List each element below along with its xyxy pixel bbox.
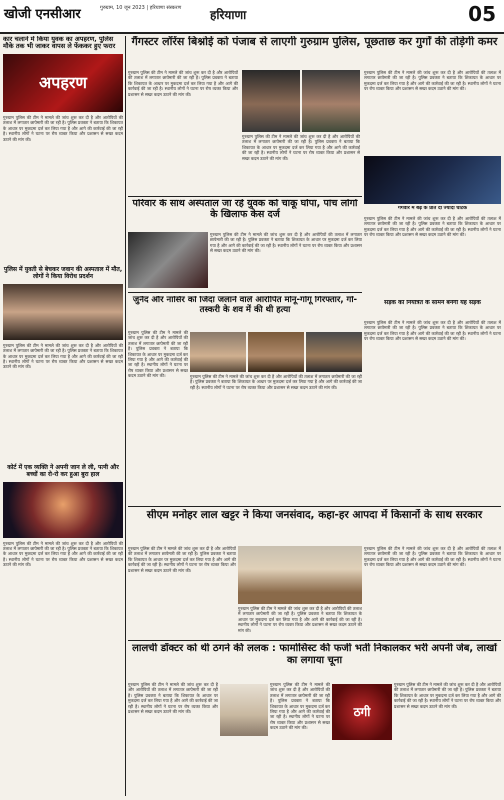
dateline: गुरुग्राम, 10 जून 2023 | हरियाणा संस्करण [100, 5, 182, 11]
masthead-bar [0, 0, 504, 34]
section-divider [128, 506, 501, 507]
lead-body-col3 [364, 70, 501, 154]
story2-headline: परिवार के साथ अस्पताल जा रहे युवक को चाकू घोंपा, पांच लोगों के खिलाफ केस दर्ज [132, 199, 358, 220]
story5-image [332, 684, 392, 740]
story4-photo [238, 546, 362, 604]
side-story-body [364, 320, 501, 502]
section-divider [128, 640, 501, 641]
masthead-title: खोजी एनसीआर [4, 7, 81, 22]
cyber-caption: गैंगवार में बढ़ के प्रति दो ज्यादा घाटक [398, 206, 467, 211]
story4-headline: सीएम मनोहर लाल खट्टर ने किया जनसंवाद, कहा-हर आपदा में किसानों के साथ सरकार [146, 509, 483, 521]
side-story-body-text: गुरुग्राम पुलिस की टीम ने मामले की जांच शुरू कर दी है और आरोपियों की तलाश में लगातार छापेमारी की जा रही है। पुलिस प्रवक्ता ने बताया कि शिकायत के आधार पर मुकदमा दर्ज कर लिया गया है और आगे की कार्रवाई की जा रही है। स्थानीय लोगों ने घटना पर रोष व्यक्त किया और प्रशासन से सख्त कदम उठाने की मांग की। [364, 320, 501, 342]
story4-body-text: गुरुग्राम पुलिस की टीम ने मामले की जांच शुरू कर दी है और आरोपियों की तलाश में लगातार छापेमारी की जा रही है। पुलिस प्रवक्ता ने बताया कि शिकायत के आधार पर मुकदमा दर्ज कर लिया गया है और आगे की कार्रवाई की जा रही है। स्थानीय लोगों ने घटना पर रोष व्यक्त किया और प्रशासन से सख्त कदम उठाने की मांग की। [128, 546, 236, 573]
lead-headline-box [128, 36, 501, 68]
story3-body-text: गुरुग्राम पुलिस की टीम ने मामले की जांच शुरू कर दी है और आरोपियों की तलाश में लगातार छापेमारी की जा रही है। पुलिस प्रवक्ता ने बताया कि शिकायत के आधार पर मुकदमा दर्ज कर लिया गया है और आगे की कार्रवाई की जा रही है। स्थानीय लोगों ने घटना पर रोष व्यक्त किया और प्रशासन से सख्त कदम उठाने की मांग की। [128, 330, 188, 379]
left-story2-image [3, 284, 123, 340]
lead-body-col2 [242, 134, 360, 194]
section-divider [128, 196, 362, 197]
story2-body [210, 232, 362, 288]
story3-photo-1 [190, 332, 246, 372]
story4-body-col1 [128, 546, 236, 638]
lead-photo-2 [302, 70, 360, 132]
left-column [3, 36, 123, 796]
story3-body-col1 [128, 330, 188, 502]
side-story-headline: सड़क को नियंत्रित के सामने बनेगी यह सड़क [384, 300, 481, 306]
left-story1-image-label: अपहरण [39, 72, 87, 92]
left-story1-image [3, 54, 123, 112]
side-story-headline-box [364, 300, 501, 318]
story4-body-text-2: गुरुग्राम पुलिस की टीम ने मामले की जांच शुरू कर दी है और आरोपियों की तलाश में लगातार छापेमारी की जा रही है। पुलिस प्रवक्ता ने बताया कि शिकायत के आधार पर मुकदमा दर्ज कर लिया गया है और आगे की कार्रवाई की जा रही है। स्थानीय लोगों ने घटना पर रोष व्यक्त किया और प्रशासन से सख्त कदम उठाने की मांग की। [238, 606, 362, 633]
story5-body-col2 [270, 682, 330, 796]
lead-headline: गैंगस्टर लॉरेंस बिश्नोई को पंजाब से लाएगी गुरुग्राम पुलिस, पूछताछ कर गुर्गों की तोड़ेगी कमर [131, 36, 498, 48]
lead-body-col1 [128, 70, 238, 194]
story3-photo-3 [306, 332, 362, 372]
story4-headline-box [128, 509, 501, 543]
story4-body-text-3: गुरुग्राम पुलिस की टीम ने मामले की जांच शुरू कर दी है और आरोपियों की तलाश में लगातार छापेमारी की जा रही है। पुलिस प्रवक्ता ने बताया कि शिकायत के आधार पर मुकदमा दर्ज कर लिया गया है और आगे की कार्रवाई की जा रही है। स्थानीय लोगों ने घटना पर रोष व्यक्त किया और प्रशासन से सख्त कदम उठाने की मांग की। [364, 546, 501, 568]
lead-body-text-2: गुरुग्राम पुलिस की टीम ने मामले की जांच शुरू कर दी है और आरोपियों की तलाश में लगातार छापेमारी की जा रही है। पुलिस प्रवक्ता ने बताया कि शिकायत के आधार पर मुकदमा दर्ज कर लिया गया है और आगे की कार्रवाई की जा रही है। स्थानीय लोगों ने घटना पर रोष व्यक्त किया और प्रशासन से सख्त कदम उठाने की मांग की। [242, 134, 360, 161]
left-story1-body: गुरुग्राम पुलिस की टीम ने मामले की जांच शुरू कर दी है और आरोपियों की तलाश में लगातार छापेमारी की जा रही है। पुलिस प्रवक्ता ने बताया कि शिकायत के आधार पर मुकदमा दर्ज कर लिया गया है और आगे की कार्रवाई की जा रही है। स्थानीय लोगों ने घटना पर रोष व्यक्त किया और प्रशासन से सख्त कदम उठाने की मांग की। [3, 114, 123, 142]
story5-body-col3 [394, 682, 501, 796]
story3-photo-2 [248, 332, 304, 372]
story2-headline-box [128, 199, 362, 229]
cyber-body [364, 216, 501, 296]
lead-photo-1 [242, 70, 300, 132]
story4-body-col2 [238, 606, 362, 638]
cyber-body-text: गुरुग्राम पुलिस की टीम ने मामले की जांच शुरू कर दी है और आरोपियों की तलाश में लगातार छापेमारी की जा रही है। पुलिस प्रवक्ता ने बताया कि शिकायत के आधार पर मुकदमा दर्ज कर लिया गया है और आगे की कार्रवाई की जा रही है। स्थानीय लोगों ने घटना पर रोष व्यक्त किया और प्रशासन से सख्त कदम उठाने की मांग की। [364, 216, 501, 238]
story2-knife-photo [128, 232, 208, 288]
cyber-crime-photo [364, 156, 501, 204]
story5-image-label: ठगी [353, 705, 371, 719]
left-story3-headline: कोर्ट में एक व्यक्ति ने अपनी जान ले ली, पत्नी और बच्चों का रो-रो कर हुआ बुरा हाल [7, 463, 119, 478]
page-number: 05 [468, 2, 496, 26]
story5-headline: लालची डॉक्टर को थी ठगने की ललक : फार्मासिस्ट की फर्जी भर्ती निकालकर भरी अपनी जेब, लाखों का लगाया चूना [132, 643, 497, 666]
story5-doctor-photo [220, 684, 268, 736]
cyber-caption-box [364, 206, 501, 214]
story3-headline: जुनैद और नासिर को जिंदा जलाने वाले आरोपित मोनू-गोगू गिरफ्तार, गो-तस्करी के शव में की थी हत्या [132, 296, 358, 315]
lead-body-text: गुरुग्राम पुलिस की टीम ने मामले की जांच शुरू कर दी है और आरोपियों की तलाश में लगातार छापेमारी की जा रही है। पुलिस प्रवक्ता ने बताया कि शिकायत के आधार पर मुकदमा दर्ज कर लिया गया है और आगे की कार्रवाई की जा रही है। स्थानीय लोगों ने घटना पर रोष व्यक्त किया और प्रशासन से सख्त कदम उठाने की मांग की। [128, 70, 238, 97]
story5-body-text-3: गुरुग्राम पुलिस की टीम ने मामले की जांच शुरू कर दी है और आरोपियों की तलाश में लगातार छापेमारी की जा रही है। पुलिस प्रवक्ता ने बताया कि शिकायत के आधार पर मुकदमा दर्ज कर लिया गया है और आगे की कार्रवाई की जा रही है। स्थानीय लोगों ने घटना पर रोष व्यक्त किया और प्रशासन से सख्त कदम उठाने की मांग की। [394, 682, 501, 709]
section-divider [128, 292, 362, 293]
story4-body-col3 [364, 546, 501, 638]
lead-body-text-3: गुरुग्राम पुलिस की टीम ने मामले की जांच शुरू कर दी है और आरोपियों की तलाश में लगातार छापेमारी की जा रही है। पुलिस प्रवक्ता ने बताया कि शिकायत के आधार पर मुकदमा दर्ज कर लिया गया है और आगे की कार्रवाई की जा रही है। स्थानीय लोगों ने घटना पर रोष व्यक्त किया और प्रशासन से सख्त कदम उठाने की मांग की। [364, 70, 501, 92]
story5-headline-box [128, 643, 501, 679]
left-story2-headline: पुलिस में युवती से बेचकर जवान की अस्पताल में मौत, लोगों ने किया विरोध प्रदर्शन [3, 265, 123, 280]
left-story3-body: गुरुग्राम पुलिस की टीम ने मामले की जांच शुरू कर दी है और आरोपियों की तलाश में लगातार छापेमारी की जा रही है। पुलिस प्रवक्ता ने बताया कि शिकायत के आधार पर मुकदमा दर्ज कर लिया गया है और आगे की कार्रवाई की जा रही है। स्थानीय लोगों ने घटना पर रोष व्यक्त किया और प्रशासन से सख्त कदम उठाने की मांग की। [3, 540, 123, 568]
story5-body-text: गुरुग्राम पुलिस की टीम ने मामले की जांच शुरू कर दी है और आरोपियों की तलाश में लगातार छापेमारी की जा रही है। पुलिस प्रवक्ता ने बताया कि शिकायत के आधार पर मुकदमा दर्ज कर लिया गया है और आगे की कार्रवाई की जा रही है। स्थानीय लोगों ने घटना पर रोष व्यक्त किया और प्रशासन से सख्त कदम उठाने की मांग की। [128, 682, 218, 715]
story5-body-col1 [128, 682, 218, 796]
left-story1-headline: कार चलाने में किया युवक का अपहरण, पुलिस मौके तक भी जाकर वापस ले फेंककर हुए फरार [3, 36, 116, 51]
left-story2-body: गुरुग्राम पुलिस की टीम ने मामले की जांच शुरू कर दी है और आरोपियों की तलाश में लगातार छापेमारी की जा रही है। पुलिस प्रवक्ता ने बताया कि शिकायत के आधार पर मुकदमा दर्ज कर लिया गया है और आगे की कार्रवाई की जा रही है। स्थानीय लोगों ने घटना पर रोष व्यक्त किया और प्रशासन से सख्त कदम उठाने की मांग की। [3, 342, 123, 370]
section-label: हरियाणा [210, 8, 247, 22]
left-story3-image [3, 482, 123, 538]
story3-body-col2 [190, 374, 362, 502]
story3-body-text-2: गुरुग्राम पुलिस की टीम ने मामले की जांच शुरू कर दी है और आरोपियों की तलाश में लगातार छापेमारी की जा रही है। पुलिस प्रवक्ता ने बताया कि शिकायत के आधार पर मुकदमा दर्ज कर लिया गया है और आगे की कार्रवाई की जा रही है। स्थानीय लोगों ने घटना पर रोष व्यक्त किया और प्रशासन से सख्त कदम उठाने की मांग की। [190, 374, 362, 390]
story2-body-text: गुरुग्राम पुलिस की टीम ने मामले की जांच शुरू कर दी है और आरोपियों की तलाश में लगातार छापेमारी की जा रही है। पुलिस प्रवक्ता ने बताया कि शिकायत के आधार पर मुकदमा दर्ज कर लिया गया है और आगे की कार्रवाई की जा रही है। स्थानीय लोगों ने घटना पर रोष व्यक्त किया और प्रशासन से सख्त कदम उठाने की मांग की। [210, 232, 362, 254]
column-divider [125, 36, 126, 796]
story3-headline-box [128, 296, 362, 328]
story5-body-text-2: गुरुग्राम पुलिस की टीम ने मामले की जांच शुरू कर दी है और आरोपियों की तलाश में लगातार छापेमारी की जा रही है। पुलिस प्रवक्ता ने बताया कि शिकायत के आधार पर मुकदमा दर्ज कर लिया गया है और आगे की कार्रवाई की जा रही है। स्थानीय लोगों ने घटना पर रोष व्यक्त किया और प्रशासन से सख्त कदम उठाने की मांग की। [270, 682, 330, 731]
